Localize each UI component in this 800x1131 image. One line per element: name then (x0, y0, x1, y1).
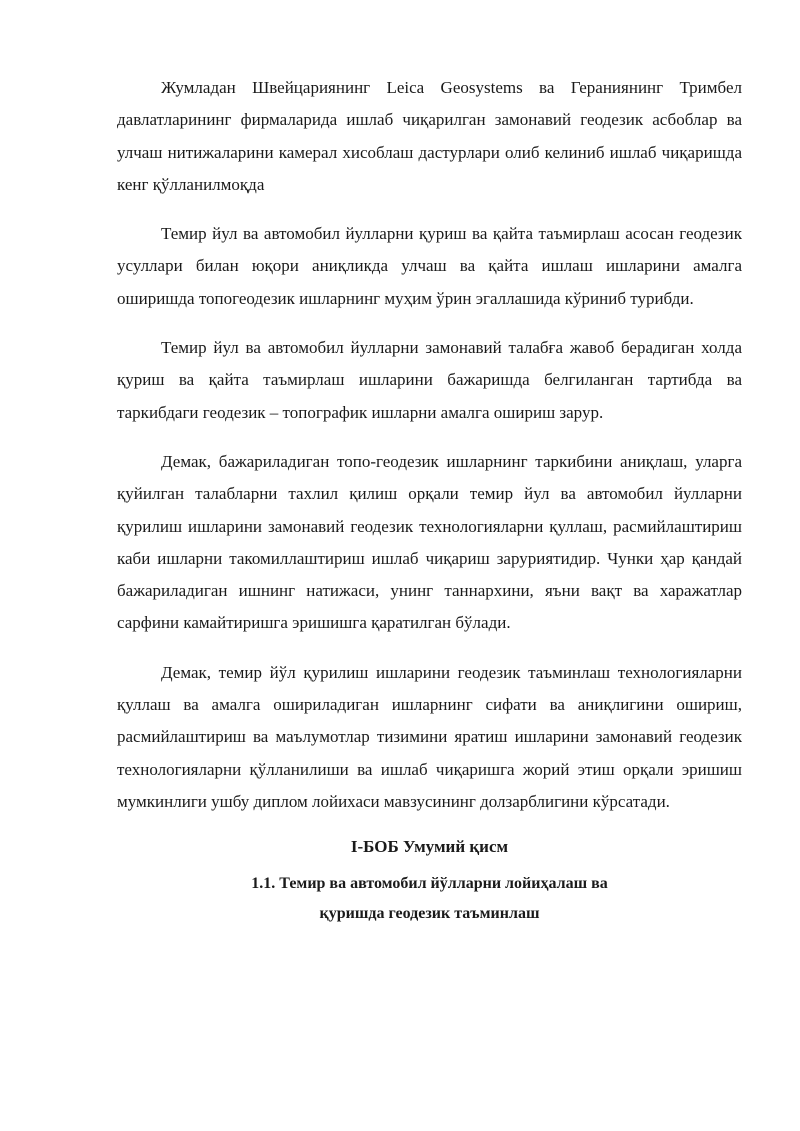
section-title-line-2: қуришда геодезик таъминлаш (319, 905, 540, 923)
paragraph-3: Темир йул ва автомобил йулларни замонавий талабға жавоб берадиган холда қуриш ва қайта таъмирлаш ишларини бажаришда белгиланган тартибда ва таркибдаги геодезик – топографик ишларни амалга ошириш зарур. (117, 338, 742, 422)
document-body (117, 72, 742, 929)
paragraph-1: Жумладан Швейцариянинг Leica Geosystems ва Гераниянинг Тримбел давлатларининг фирмаларида ишлаб чиқарилган замонавий геодезик асбоблар ва улчаш нитижаларини камерал хисоблаш дастурлари олиб келиниб ишлаб чиқаришда кенг қўлланилмоқда (117, 78, 742, 194)
chapter-title: I-БОБ Умумий қисм (350, 837, 509, 857)
section-title-line-1: 1.1. Темир ва автомобил йўлларни лойиҳалаш ва (251, 875, 608, 893)
paragraph-4: Демак, бажариладиган топо-геодезик ишларнинг таркибини аниқлаш, уларга қуйилган талабларни тахлил қилиш орқали темир йул ва автомобил йулларни қурилиш ишларини замонавий геодезик технологияларни қуллаш, расмийлаштириш каби ишларни такомиллаштириш ишлаб чиқариш заруриятидир. Чунки ҳар қандай бажариладиган ишнинг натижаси, унинг таннархини, яъни вақт ва харажатлар сарфини камайтиришга эришишга қаратилган бўлади. (117, 451, 742, 633)
paragraph-2: Темир йул ва автомобил йулларни қуриш ва қайта таъмирлаш асосан геодезик усуллари билан юқори аниқликда улчаш ва қайта ишлаш ишларини амалга оширишда топогеодезик ишларнинг муҳим ўрин эгаллашида кўриниб турибди. (117, 224, 742, 308)
chapter-heading-block (117, 835, 742, 929)
paragraph-5: Демак, темир йўл қурилиш ишларини геодезик таъминлаш технологияларни қуллаш ва амалга ошириладиган ишларнинг сифати ва аниқлигини ошириш, расмийлаштириш ва маълумотлар тизимини яратиш ишларини замонавий геодезик технологияларни қўлланилиши ва ишлаб чиқаришга жорий этиш орқали эришиш мумкинлиги ушбу диплом лойихаси мавзусининг долзарблигини кўрсатади. (117, 662, 742, 811)
